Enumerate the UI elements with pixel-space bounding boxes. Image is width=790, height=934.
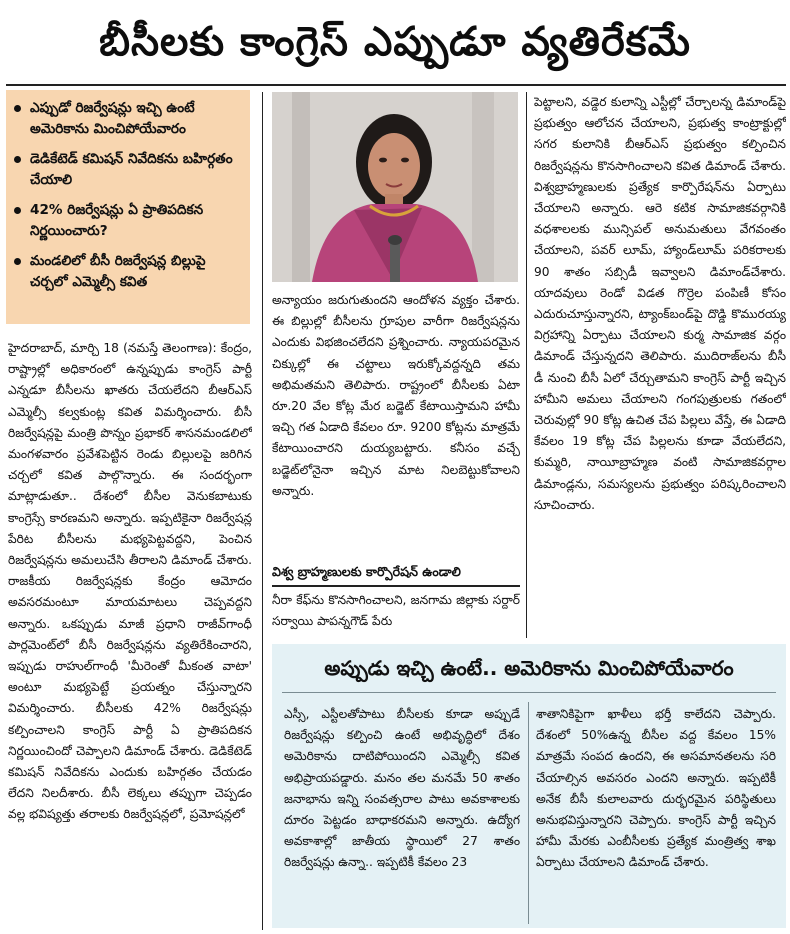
sidebar-column-2 (536, 704, 776, 924)
body-text-col3: పెట్టాలని, వడ్డెర కులాన్ని ఎస్టీల్లో చేర్చాలన్న డిమాండ్‌పై ప్రభుత్వం ఆలోచన చేయాలని, ప్రభుత్వ కాంట్రాక్టుల్లో సగర కులానికి బీఆర్ఎస్ ప్రభుత్వం కల్పించిన రిజర్వేషన్లను కొనసాగించాలని కవిత డిమాండ్ చేశారు. విశ్వబ్రాహ్మణులకు ప్రత్యేక కార్పొరేషన్‌ను ఏర్పాటు చేయాలని అన్నారు. ఆరె కటిక సామాజికవర్గానికి వధశాలలకు మున్సిపల్ అనుమతులు వేగవంతం చేయాలని, పవర్ లూమ్, హ్యాండ్‌లూమ్ పరికరాలకు 90 శాతం సబ్సిడీ ఇవ్వాలని డిమాండ్‌చేశారు. యాదవులు రెండో విడత గొర్రెల పంపిణీ కోసం ఎదురుచూస్తున్నారని, ట్యాంక్‌బండ్‌పై దొడ్డి కొమురయ్య విగ్రహాన్ని ఏర్పాటు చేయాలని కుర్మ సామాజిక వర్గం డిమాండ్ చేస్తున్నదని తెలిపారు. ముదిరాజ్‌లను బీసీ డీ నుంచి బీసీ ఏలో చేర్చుతామని కాంగ్రెస్ పార్టీ ఇచ్చిన హామీని అమలు చేయాలని గంగపుత్రులకు గతంలో చెరువుల్లో 90 కోట్ల ఉచిత చేప పిల్లలు వేస్తే, ఈ ఏడాది కేవలం 19 కోట్ల చేప పిల్లలను కూడా వేయలేదని, కుమ్మరి, నాయీబ్రాహ్మణ వంటి సామాజికవర్గాల డిమాండ్లను, సమస్యలను ప్రభుత్వం పరిష్కరించాలని సూచించారు. (534, 95, 786, 512)
kavitha-photo (272, 92, 518, 282)
body-column-1 (8, 338, 252, 930)
headline-rule (6, 84, 786, 86)
sidebar-text-col1: ఎస్సీ, ఎస్టీలతోపాటు బీసీలకు కూడా అప్పుడే రిజర్వేషన్లు కల్పించి ఉంటే అభివృద్ధిలో దేశం అమెరికాను దాటిపోయిందని ఎమ్మెల్సీ కవిత అభిప్రాయపడ్డారు. మనం తల మనమే 50 శాతం జనాభాను ఇన్ని సంవత్సరాల పాటు అవకాశాలకు దూరం పెట్టడం బాధాకరమని అన్నారు. ఉద్యోగ అవకాశాల్లో జాతీయ స్థాయిలో 27 శాతం రిజర్వేషన్లు ఉన్నా.. ఇప్పటికీ కేవలం 23 (284, 707, 520, 870)
sidebar-box-title: అప్పుడు ఇచ్చి ఉంటే.. అమెరికాను మించిపోయేవారం (324, 656, 734, 680)
body-column-2 (272, 290, 520, 558)
subheading-rule (272, 585, 520, 587)
sidebar-divider (528, 702, 529, 924)
headline: బీసీలకు కాంగ్రెస్ ఎప్పుడూ వ్యతిరేకమే (99, 19, 691, 65)
column-divider-2 (526, 92, 527, 638)
highlight-item: డెడికేటెడ్ కమిషన్ నివేదికను బహిర్గతం చేయాలి (12, 149, 244, 191)
body-column-2b (272, 590, 520, 636)
body-column-3 (534, 92, 786, 634)
highlights-box (6, 90, 250, 324)
sidebar-box-rule (282, 692, 776, 693)
body-text-col2: అన్యాయం జరుగుతుందని ఆందోళన వ్యక్తం చేశారు. ఈ బిల్లుల్లో బీసీలను గ్రూపుల వారీగా రిజర్వేషన్లను ఎందుకు విభజించలేదని ప్రశ్నించారు. న్యాయపరమైన చిక్కుల్లో ఈ చట్టాలు ఇరుక్కోవద్దన్నది తమ అభిమతమని తెలిపారు. రాష్ట్రంలో బీసీలకు ఏటా రూ.20 వేల కోట్ల మేర బడ్జెట్ కేటాయిస్తామని హామీ ఇచ్చి గత ఏడాది కేవలం రూ. 9200 కోట్లను మాత్రమే కేటాయించారని దుయ్యబట్టారు. కనీసం వచ్చే బడ్జెట్‌లోనైనా ఇచ్చిన మాట నిలబెట్టుకోవాలని అన్నారు. (272, 293, 520, 498)
subheading: విశ్వ బ్రాహ్మణులకు కార్పొరేషన్ ఉండాలి (272, 564, 461, 579)
body-text-col1: హైదరాబాద్, మార్చి 18 (నమస్తే తెలంగాణ): కేంద్రం, రాష్ట్రాల్లో అధికారంలో ఉన్నప్పుడు కాంగ్రెస్ పార్టీ ఎన్నడూ బీసీలను ఖాతరు చేయలేదని బీఆర్ఎస్ ఎమ్మెల్సీ కల్వకుంట్ల కవిత విమర్శించారు. బీసీ రిజర్వేషన్లపై మంత్రి పొన్నం ప్రభాకర్ శాసనమండలిలో మంగళవారం ప్రవేశపెట్టిన రెండు బిల్లులపై జరిగిన చర్చలో కవిత పాల్గొన్నారు. ఈ సందర్భంగా మాట్లాడుతూ.. దేశంలో బీసీల వెనుకబాటుకు కాంగ్రెస్సే కారణమని అన్నారు. ఇప్పటికైనా రిజర్వేషన్ల పేరిట బీసీలను మభ్యపెట్టవద్దని, పెంచిన రిజర్వేషన్లను అమలుచేసి తీరాలని డిమాండ్ చేశారు. రాజకీయ రిజర్వేషన్లకు కేంద్రం ఆమోదం అవసరమంటూ మాయమాటలు చెప్పవద్దని అన్నారు. ఒకప్పుడు మాజీ ప్రధాని రాజీవ్‌గాంధీ పార్లమెంట్‌లో బీసీ రిజర్వేషన్లను వ్యతిరేకించారని, ఇప్పుడు రాహుల్‌గాంధీ 'మీరెంతో మీకంత వాటా' అంటూ మభ్యపెట్టే ప్రయత్నం చేస్తున్నారని విమర్శించారు. బీసీలకు 42% రిజర్వేషన్లు కల్పించాలని కాంగ్రెస్ పార్టీ ఏ ప్రాతిపదికన నిర్ణయించిందో చెప్పాలని డిమాండ్ చేశారు. డెడికేటెడ్ కమిషన్ నివేదికను ఎందుకు బహిర్గతం చేయడం లేదని నిలదీశారు. బీసీ లెక్కలు తప్పుగా చెప్పడం వల్ల భవిష్యత్తు తరాలకు రిజర్వేషన్లలో, ప్రమోషన్లలో (8, 341, 252, 822)
column-divider-1 (262, 92, 263, 930)
highlight-item: ఎప్పుడో రిజర్వేషన్లు ఇచ్చి ఉంటే అమెరికాను మించిపోయేవారం (12, 98, 244, 140)
sidebar-box (272, 644, 786, 928)
highlight-item: మండలిలో బీసీ రిజర్వేషన్ల బిల్లుపై చర్చలో ఎమ్మెల్సీ కవిత (12, 251, 244, 293)
sidebar-text-col2: శాతానికిపైగా ఖాళీలు భర్తీ కాలేదని చెప్పారు. దేశంలో 50%ఉన్న బీసీల వద్ద కేవలం 15% మాత్రమే సంపద ఉందని, ఈ అసమానతలను సరి చేయాల్సిన అవసరం ఎందని అన్నారు. ఇప్పటికీ అనేక బీసీ కులాలవారు దుర్భరమైన పరిస్థితులు అనుభవిస్తున్నారని చెప్పారు. కాంగ్రెస్ పార్టీ ఇచ్చిన హామీ మేరకు ఎంబీసీలకు ప్రత్యేక మంత్రిత్వ శాఖ ఏర్పాటు చేయాలని డిమాండ్ చేశారు. (536, 707, 776, 870)
sidebar-column-1 (284, 704, 520, 924)
highlight-item: 42% రిజర్వేషన్లు ఏ ప్రాతిపదికన నిర్ణయించారు? (12, 200, 244, 242)
portrait-illustration (272, 92, 518, 282)
body-text-col2b: నీరా కేఫ్‌ను కొనసాగించాలని, జనగామ జిల్లాకు సర్దార్ సర్వాయి పాపన్నగౌడ్ పేరు (272, 593, 520, 629)
